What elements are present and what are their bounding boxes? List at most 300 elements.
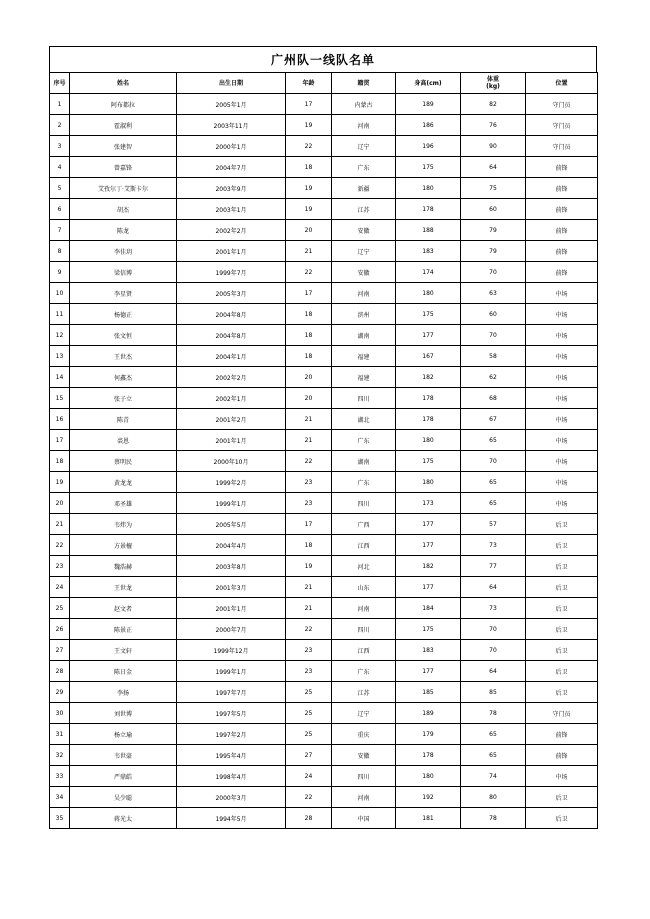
cell-name: 王世龙: [70, 577, 177, 598]
cell-height: 180: [396, 472, 461, 493]
cell-age: 23: [286, 493, 332, 514]
cell-name: 魏浩赫: [70, 556, 177, 577]
cell-dob: 1999年12月: [177, 640, 286, 661]
cell-weight: 70: [461, 640, 526, 661]
cell-position: 中场: [526, 766, 598, 787]
cell-age: 21: [286, 577, 332, 598]
cell-name: 张子立: [70, 388, 177, 409]
cell-dob: 2004年4月: [177, 535, 286, 556]
header-age: 年龄: [286, 73, 332, 94]
table-row: [50, 808, 598, 829]
cell-no: 32: [50, 745, 70, 766]
cell-name: 吴少聪: [70, 787, 177, 808]
cell-weight: 65: [461, 724, 526, 745]
cell-age: 21: [286, 409, 332, 430]
cell-age: 22: [286, 787, 332, 808]
cell-weight: 67: [461, 409, 526, 430]
cell-no: 8: [50, 241, 70, 262]
cell-position: 后卫: [526, 619, 598, 640]
cell-age: 25: [286, 724, 332, 745]
cell-weight: 73: [461, 598, 526, 619]
table-row: [50, 304, 598, 325]
cell-weight: 65: [461, 745, 526, 766]
cell-position: 守门员: [526, 115, 598, 136]
table-row: [50, 598, 598, 619]
cell-dob: 2001年1月: [177, 598, 286, 619]
cell-weight: 70: [461, 325, 526, 346]
cell-origin: 四川: [332, 388, 396, 409]
header-weight-line2: (kg): [486, 83, 500, 90]
cell-age: 19: [286, 178, 332, 199]
table-row: [50, 157, 598, 178]
table-row: [50, 514, 598, 535]
table-row: [50, 283, 598, 304]
cell-height: 173: [396, 493, 461, 514]
cell-position: 前锋: [526, 241, 598, 262]
cell-weight: 77: [461, 556, 526, 577]
cell-dob: 1999年7月: [177, 262, 286, 283]
cell-age: 23: [286, 661, 332, 682]
cell-age: 28: [286, 808, 332, 829]
cell-height: 192: [396, 787, 461, 808]
cell-position: 中场: [526, 472, 598, 493]
cell-age: 18: [286, 304, 332, 325]
cell-origin: 四川: [332, 619, 396, 640]
cell-dob: 1997年7月: [177, 682, 286, 703]
table-row: [50, 766, 598, 787]
cell-origin: 江苏: [332, 199, 396, 220]
cell-height: 182: [396, 556, 461, 577]
cell-height: 183: [396, 241, 461, 262]
cell-position: 前锋: [526, 157, 598, 178]
cell-name: 王世杰: [70, 346, 177, 367]
cell-position: 前锋: [526, 178, 598, 199]
table-row: [50, 640, 598, 661]
cell-name: 裘恩: [70, 430, 177, 451]
cell-height: 177: [396, 514, 461, 535]
cell-origin: 河南: [332, 115, 396, 136]
table-row: [50, 703, 598, 724]
cell-weight: 65: [461, 430, 526, 451]
cell-height: 189: [396, 703, 461, 724]
cell-name: 韦炜为: [70, 514, 177, 535]
cell-dob: 2002年2月: [177, 220, 286, 241]
cell-weight: 60: [461, 304, 526, 325]
cell-origin: 江西: [332, 640, 396, 661]
cell-dob: 2001年3月: [177, 577, 286, 598]
table-row: [50, 577, 598, 598]
cell-age: 20: [286, 388, 332, 409]
cell-name: 艾孜尔丁·艾斯卡尔: [70, 178, 177, 199]
cell-height: 182: [396, 367, 461, 388]
cell-name: 严鼎皓: [70, 766, 177, 787]
cell-dob: 2000年3月: [177, 787, 286, 808]
cell-dob: 2005年3月: [177, 283, 286, 304]
cell-no: 30: [50, 703, 70, 724]
cell-height: 180: [396, 178, 461, 199]
cell-name: 陈日金: [70, 661, 177, 682]
cell-name: 陈龙: [70, 220, 177, 241]
cell-height: 185: [396, 682, 461, 703]
cell-height: 178: [396, 409, 461, 430]
cell-origin: 河南: [332, 598, 396, 619]
cell-age: 23: [286, 472, 332, 493]
cell-no: 18: [50, 451, 70, 472]
cell-position: 中场: [526, 493, 598, 514]
cell-height: 175: [396, 304, 461, 325]
cell-age: 18: [286, 535, 332, 556]
cell-no: 28: [50, 661, 70, 682]
cell-origin: 江苏: [332, 682, 396, 703]
cell-origin: 河南: [332, 787, 396, 808]
cell-age: 22: [286, 619, 332, 640]
cell-dob: 1999年1月: [177, 493, 286, 514]
cell-dob: 2003年8月: [177, 556, 286, 577]
cell-age: 17: [286, 94, 332, 115]
cell-no: 19: [50, 472, 70, 493]
table-row: [50, 367, 598, 388]
cell-name: 王文轩: [70, 640, 177, 661]
cell-dob: 2002年1月: [177, 388, 286, 409]
cell-no: 12: [50, 325, 70, 346]
cell-dob: 1999年1月: [177, 661, 286, 682]
cell-no: 22: [50, 535, 70, 556]
cell-dob: 2000年7月: [177, 619, 286, 640]
cell-name: 方景檀: [70, 535, 177, 556]
cell-height: 177: [396, 661, 461, 682]
cell-dob: 2003年1月: [177, 199, 286, 220]
cell-position: 中场: [526, 346, 598, 367]
cell-weight: 68: [461, 388, 526, 409]
cell-position: 中场: [526, 409, 598, 430]
cell-age: 25: [286, 682, 332, 703]
cell-position: 中场: [526, 451, 598, 472]
cell-origin: 四川: [332, 766, 396, 787]
cell-name: 梁信博: [70, 262, 177, 283]
header-weight: [461, 73, 526, 94]
table-row: [50, 262, 598, 283]
cell-weight: 65: [461, 472, 526, 493]
table-row: [50, 451, 598, 472]
cell-dob: 1998年4月: [177, 766, 286, 787]
cell-weight: 78: [461, 808, 526, 829]
cell-height: 175: [396, 619, 461, 640]
cell-height: 186: [396, 115, 461, 136]
cell-origin: 山东: [332, 577, 396, 598]
cell-name: 霍淑利: [70, 115, 177, 136]
sheet-title: 广州队一线队名单: [49, 46, 597, 72]
cell-origin: 广东: [332, 661, 396, 682]
cell-no: 34: [50, 787, 70, 808]
cell-no: 15: [50, 388, 70, 409]
cell-height: 180: [396, 766, 461, 787]
table-row: [50, 661, 598, 682]
cell-no: 31: [50, 724, 70, 745]
table-row: [50, 346, 598, 367]
cell-age: 22: [286, 136, 332, 157]
cell-weight: 58: [461, 346, 526, 367]
table-row: [50, 619, 598, 640]
cell-age: 21: [286, 598, 332, 619]
table-row: [50, 430, 598, 451]
cell-no: 20: [50, 493, 70, 514]
cell-height: 180: [396, 430, 461, 451]
cell-name: 李星贤: [70, 283, 177, 304]
cell-no: 4: [50, 157, 70, 178]
cell-weight: 75: [461, 178, 526, 199]
table-row: [50, 409, 598, 430]
cell-age: 21: [286, 241, 332, 262]
cell-no: 24: [50, 577, 70, 598]
cell-name: 曾嘉锋: [70, 157, 177, 178]
cell-name: 邓圣雄: [70, 493, 177, 514]
cell-weight: 90: [461, 136, 526, 157]
cell-age: 18: [286, 346, 332, 367]
header-weight-line1: 体重: [486, 76, 499, 83]
cell-age: 18: [286, 325, 332, 346]
cell-no: 35: [50, 808, 70, 829]
cell-weight: 64: [461, 577, 526, 598]
cell-origin: 辽宁: [332, 703, 396, 724]
table-row: [50, 472, 598, 493]
cell-origin: 四川: [332, 493, 396, 514]
cell-name: 韦世豪: [70, 745, 177, 766]
cell-name: 杨德正: [70, 304, 177, 325]
cell-origin: 湖南: [332, 451, 396, 472]
cell-origin: 湖北: [332, 409, 396, 430]
cell-dob: 2002年2月: [177, 367, 286, 388]
cell-age: 23: [286, 640, 332, 661]
cell-weight: 80: [461, 787, 526, 808]
header-origin: 籍贯: [332, 73, 396, 94]
table-row: [50, 724, 598, 745]
table-row: [50, 115, 598, 136]
cell-dob: 2000年10月: [177, 451, 286, 472]
cell-name: 张建智: [70, 136, 177, 157]
cell-dob: 2004年7月: [177, 157, 286, 178]
cell-height: 177: [396, 577, 461, 598]
cell-position: 后卫: [526, 577, 598, 598]
cell-no: 23: [50, 556, 70, 577]
cell-dob: 2004年1月: [177, 346, 286, 367]
cell-dob: 1997年2月: [177, 724, 286, 745]
cell-weight: 73: [461, 535, 526, 556]
cell-height: 175: [396, 451, 461, 472]
cell-age: 22: [286, 262, 332, 283]
cell-origin: 安徽: [332, 262, 396, 283]
cell-position: 守门员: [526, 94, 598, 115]
cell-origin: 广西: [332, 514, 396, 535]
cell-no: 13: [50, 346, 70, 367]
cell-age: 18: [286, 157, 332, 178]
cell-no: 5: [50, 178, 70, 199]
cell-height: 167: [396, 346, 461, 367]
cell-weight: 65: [461, 493, 526, 514]
cell-height: 178: [396, 388, 461, 409]
cell-height: 178: [396, 199, 461, 220]
cell-weight: 74: [461, 766, 526, 787]
cell-no: 9: [50, 262, 70, 283]
cell-name: 刘世博: [70, 703, 177, 724]
header-row: [50, 73, 598, 94]
cell-origin: 安徽: [332, 220, 396, 241]
cell-age: 20: [286, 220, 332, 241]
cell-origin: 辽宁: [332, 241, 396, 262]
cell-dob: 1997年5月: [177, 703, 286, 724]
cell-position: 中场: [526, 430, 598, 451]
cell-no: 17: [50, 430, 70, 451]
cell-dob: 2003年11月: [177, 115, 286, 136]
cell-position: 前锋: [526, 220, 598, 241]
table-row: [50, 220, 598, 241]
header-height: 身高(cm): [396, 73, 461, 94]
cell-position: 后卫: [526, 682, 598, 703]
cell-origin: 安徽: [332, 745, 396, 766]
table-row: [50, 136, 598, 157]
cell-position: 后卫: [526, 556, 598, 577]
table-row: [50, 241, 598, 262]
cell-position: 前锋: [526, 262, 598, 283]
cell-origin: 福建: [332, 367, 396, 388]
cell-no: 21: [50, 514, 70, 535]
cell-age: 27: [286, 745, 332, 766]
cell-dob: 2004年8月: [177, 325, 286, 346]
cell-height: 177: [396, 325, 461, 346]
cell-weight: 70: [461, 262, 526, 283]
cell-weight: 57: [461, 514, 526, 535]
cell-position: 后卫: [526, 598, 598, 619]
cell-position: 后卫: [526, 514, 598, 535]
cell-dob: 2004年8月: [177, 304, 286, 325]
table-row: [50, 493, 598, 514]
cell-position: 中场: [526, 388, 598, 409]
cell-height: 179: [396, 724, 461, 745]
table-row: [50, 388, 598, 409]
cell-weight: 64: [461, 157, 526, 178]
cell-no: 1: [50, 94, 70, 115]
cell-position: 前锋: [526, 745, 598, 766]
cell-origin: 广东: [332, 157, 396, 178]
cell-origin: 湖南: [332, 325, 396, 346]
cell-origin: 中国: [332, 808, 396, 829]
cell-position: 中场: [526, 304, 598, 325]
cell-dob: 2001年1月: [177, 430, 286, 451]
cell-name: 黄龙龙: [70, 472, 177, 493]
table-row: [50, 682, 598, 703]
cell-origin: 辽宁: [332, 136, 396, 157]
cell-name: 胡杰: [70, 199, 177, 220]
table-row: [50, 535, 598, 556]
cell-weight: 82: [461, 94, 526, 115]
cell-no: 14: [50, 367, 70, 388]
cell-height: 189: [396, 94, 461, 115]
cell-name: 李佳玥: [70, 241, 177, 262]
cell-height: 184: [396, 598, 461, 619]
cell-age: 19: [286, 199, 332, 220]
cell-origin: 重庆: [332, 724, 396, 745]
cell-age: 20: [286, 367, 332, 388]
cell-no: 25: [50, 598, 70, 619]
cell-origin: 新疆: [332, 178, 396, 199]
cell-name: 张文恒: [70, 325, 177, 346]
cell-height: 174: [396, 262, 461, 283]
table-row: [50, 556, 598, 577]
cell-weight: 70: [461, 451, 526, 472]
cell-name: 蒋光太: [70, 808, 177, 829]
cell-dob: 1994年5月: [177, 808, 286, 829]
cell-dob: 2003年9月: [177, 178, 286, 199]
cell-name: 赵文者: [70, 598, 177, 619]
header-position: 位置: [526, 73, 598, 94]
cell-no: 2: [50, 115, 70, 136]
cell-origin: 江西: [332, 535, 396, 556]
cell-height: 188: [396, 220, 461, 241]
cell-weight: 78: [461, 703, 526, 724]
cell-dob: 1995年4月: [177, 745, 286, 766]
cell-name: 何鑫杰: [70, 367, 177, 388]
cell-name: 陈景正: [70, 619, 177, 640]
cell-weight: 60: [461, 199, 526, 220]
cell-position: 守门员: [526, 703, 598, 724]
cell-dob: 1999年2月: [177, 472, 286, 493]
cell-origin: 滨州: [332, 304, 396, 325]
cell-origin: 广东: [332, 472, 396, 493]
cell-no: 16: [50, 409, 70, 430]
cell-height: 175: [396, 157, 461, 178]
cell-age: 21: [286, 430, 332, 451]
cell-position: 后卫: [526, 808, 598, 829]
cell-position: 后卫: [526, 640, 598, 661]
header-no: 序号: [50, 73, 70, 94]
cell-weight: 85: [461, 682, 526, 703]
cell-age: 17: [286, 514, 332, 535]
table-row: [50, 94, 598, 115]
cell-origin: 福建: [332, 346, 396, 367]
cell-no: 7: [50, 220, 70, 241]
cell-age: 19: [286, 115, 332, 136]
cell-weight: 62: [461, 367, 526, 388]
cell-age: 19: [286, 556, 332, 577]
cell-no: 3: [50, 136, 70, 157]
cell-height: 177: [396, 535, 461, 556]
cell-height: 178: [396, 745, 461, 766]
cell-dob: 2001年2月: [177, 409, 286, 430]
cell-height: 180: [396, 283, 461, 304]
cell-age: 24: [286, 766, 332, 787]
table-row: [50, 178, 598, 199]
cell-age: 25: [286, 703, 332, 724]
cell-no: 11: [50, 304, 70, 325]
cell-position: 后卫: [526, 535, 598, 556]
cell-weight: 64: [461, 661, 526, 682]
header-name: 姓名: [70, 73, 177, 94]
cell-name: 杨立瑜: [70, 724, 177, 745]
cell-name: 阿布都拉: [70, 94, 177, 115]
cell-height: 183: [396, 640, 461, 661]
cell-weight: 79: [461, 220, 526, 241]
cell-origin: 广东: [332, 430, 396, 451]
cell-no: 10: [50, 283, 70, 304]
cell-origin: 内蒙古: [332, 94, 396, 115]
cell-position: 后卫: [526, 787, 598, 808]
cell-no: 29: [50, 682, 70, 703]
cell-age: 17: [286, 283, 332, 304]
cell-weight: 70: [461, 619, 526, 640]
cell-position: 前锋: [526, 199, 598, 220]
cell-weight: 76: [461, 115, 526, 136]
header-dob: 出生日期: [177, 73, 286, 94]
cell-origin: 河南: [332, 283, 396, 304]
